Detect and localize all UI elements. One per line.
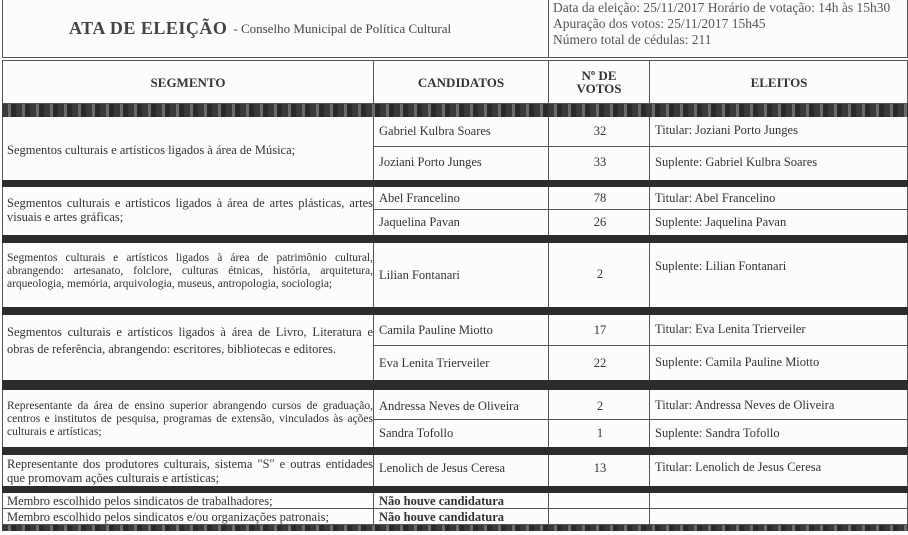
document-header — [2, 0, 908, 58]
elected-cell: Suplente: Camila Pauline Miotto — [655, 355, 820, 369]
segment-cell: Segmentos culturais e artísticos ligados à área de artes plásticas, artes visuais e artes gráficas; — [7, 196, 373, 224]
votes-cell: 26 — [593, 215, 607, 229]
votes-cell: 13 — [593, 461, 607, 475]
election-info — [553, 0, 908, 57]
elected-cell: Titular: Lenolich de Jesus Ceresa — [655, 460, 822, 474]
segment-cell: Membro escolhido pelos sindicatos e/ou organizações patronais; — [7, 510, 329, 524]
candidate-cell: Abel Francelino — [379, 191, 460, 205]
column-header-candidates: CANDIDATOS — [417, 74, 505, 90]
table-row — [2, 455, 908, 486]
elected-cell: Titular: Eva Lenita Trierveiler — [655, 322, 806, 336]
elected-cell: Titular: Abel Francelino — [655, 191, 776, 205]
column-header-elected: ELEITOS — [750, 74, 808, 90]
segment-cell: Representante dos produtores culturais, sistema "S" e outras entidades que promovam ações culturais e artísticas; — [7, 457, 373, 485]
segment-cell: Segmentos culturais e artísticos ligados à área de patrimônio cultural, abrangendo: artesanato, folclore, culturas étnicas, história, arquitetura, arqueologia, memória, arquivologia, museus, antropologia, sociologia; — [7, 252, 373, 290]
candidate-cell: Sandra Tofollo — [379, 426, 454, 440]
segment-cell: Membro escolhido pelos sindicatos de trabalhadores; — [7, 494, 273, 508]
elected-cell: Titular: Joziani Porto Junges — [655, 123, 798, 137]
table-row — [2, 315, 908, 380]
votes-header-line2: VOTOS — [576, 81, 622, 96]
votes-cell: 22 — [593, 356, 607, 370]
column-header-votes — [549, 61, 649, 103]
table-row — [2, 390, 908, 447]
candidate-cell: Lenolich de Jesus Ceresa — [379, 461, 506, 475]
candidate-cell: Joziani Porto Junges — [379, 155, 482, 169]
table-row — [2, 187, 908, 235]
candidate-cell: Eva Lenita Trierveiler — [379, 356, 490, 370]
document-subtitle: - Conselho Municipal de Política Cultural — [233, 20, 452, 36]
title-box — [3, 0, 549, 57]
candidate-cell: Jaquelina Pavan — [379, 215, 460, 229]
column-header-segment: SEGMENTO — [150, 74, 226, 90]
segment-cell: Representante da área de ensino superior abrangendo cursos de graduação, centros e institutos de pesquisa, programas de extensão, vinculados às ações culturais e artísticas; — [7, 400, 373, 438]
candidate-cell: Camila Pauline Miotto — [379, 323, 493, 337]
votes-cell: 33 — [593, 155, 607, 169]
table-row — [2, 493, 908, 509]
votes-header-line1: Nº DE — [581, 68, 617, 83]
election-date-line: Data da eleição: 25/11/2017 Horário de votação: 14h às 15h30 — [553, 0, 891, 15]
votes-cell: 2 — [596, 399, 604, 413]
candidate-cell: Lilian Fontanari — [379, 268, 460, 282]
segment-cell: Segmentos culturais e artísticos ligados à área de Livro, Literatura e obras de referência, abrangendo: escritores, bibliotecas e editores. — [7, 325, 373, 356]
votes-cell: 1 — [596, 426, 604, 440]
table-row — [2, 243, 908, 307]
votes-cell: 2 — [596, 267, 604, 281]
votes-cell: 78 — [593, 191, 607, 205]
candidate-cell: Andressa Neves de Oliveira — [379, 399, 519, 413]
table-header — [2, 60, 908, 104]
table-row — [2, 117, 908, 180]
elected-cell: Suplente: Jaquelina Pavan — [655, 215, 787, 229]
elected-cell: Suplente: Sandra Tofollo — [655, 426, 780, 440]
elected-cell: Suplente: Lilian Fontanari — [655, 259, 787, 273]
counting-line: Apuração dos votos: 25/11/2017 15h45 — [553, 16, 766, 31]
segment-cell: Segmentos culturais e artísticos ligados à área de Música; — [7, 143, 296, 157]
votes-cell: 32 — [593, 124, 607, 138]
table-row — [2, 509, 908, 525]
document-title: ATA DE ELEIÇÃO — [69, 18, 228, 38]
votes-cell: 17 — [593, 323, 607, 337]
ballot-count-line: Número total de cédulas: 211 — [553, 32, 712, 47]
candidate-cell: Não houve candidatura — [379, 494, 505, 508]
elected-cell: Suplente: Gabriel Kulbra Soares — [655, 155, 818, 169]
candidate-cell: Gabriel Kulbra Soares — [379, 124, 491, 138]
candidate-cell: Não houve candidatura — [379, 510, 505, 524]
elected-cell: Titular: Andressa Neves de Oliveira — [655, 398, 835, 412]
